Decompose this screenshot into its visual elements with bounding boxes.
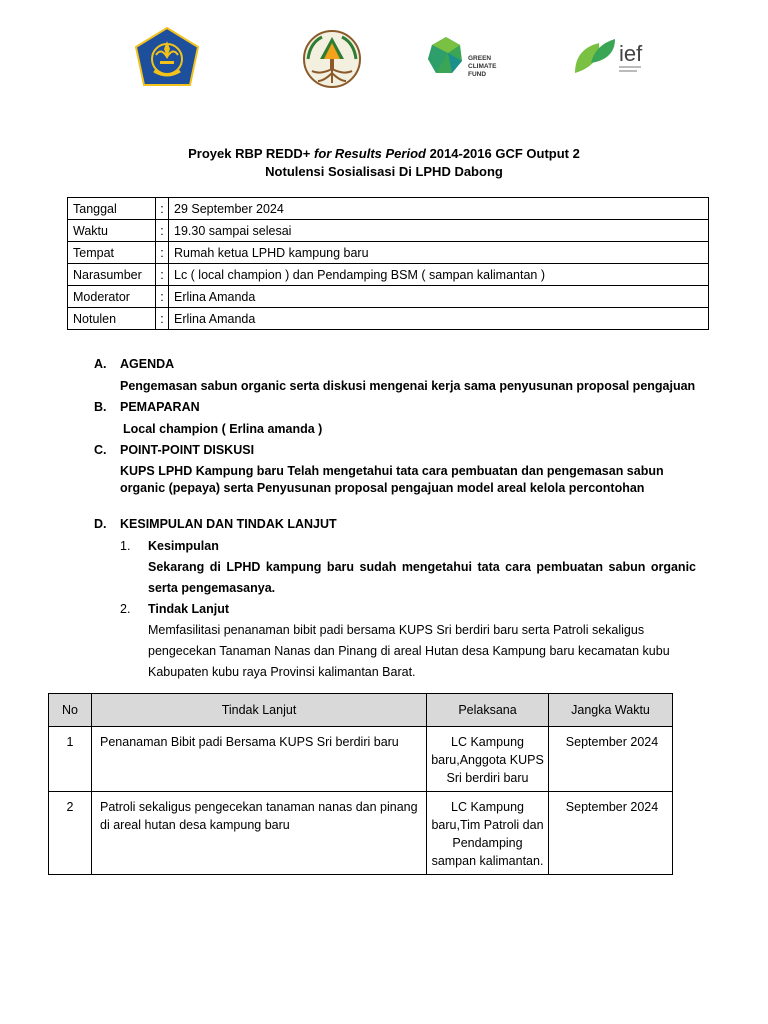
info-value: Erlina Amanda	[169, 308, 709, 330]
info-row	[68, 242, 709, 264]
cell-tindak-lanjut: Penanaman Bibit padi Bersama KUPS Sri berdiri baru	[92, 727, 427, 792]
info-key: Narasumber	[68, 264, 156, 286]
title-part-3: 2014-2016 GCF Output 2	[429, 146, 580, 161]
table-row	[49, 727, 673, 792]
info-colon: :	[156, 308, 169, 330]
info-value: 19.30 sampai selesai	[169, 220, 709, 242]
ief-logo	[573, 35, 653, 82]
ief-text: ief	[619, 41, 643, 66]
info-value: Rumah ketua LPHD kampung baru	[169, 242, 709, 264]
info-row	[68, 198, 709, 220]
document-title	[0, 146, 768, 161]
gcf-text-3: FUND	[468, 71, 487, 78]
info-colon: :	[156, 198, 169, 220]
section-a-body: Pengemasan sabun organic serta diskusi mengenai kerja sama penyusunan proposal pengajuan	[120, 379, 696, 393]
subsection-2-heading: Tindak Lanjut	[148, 602, 230, 616]
follow-up-table	[48, 693, 673, 875]
cell-jangka-waktu: September 2024	[549, 727, 673, 792]
subsection-1-number: 1.	[120, 539, 131, 553]
info-colon: :	[156, 264, 169, 286]
section-c-letter: C.	[94, 443, 107, 457]
section-c-heading: POINT-POINT DISKUSI	[120, 443, 255, 457]
table-header-row	[49, 694, 673, 727]
subsection-1-heading: Kesimpulan	[148, 539, 219, 553]
info-value: Lc ( local champion ) dan Pendamping BSM ( sampan kalimantan )	[169, 264, 709, 286]
gcf-text-1: GREEN	[468, 55, 492, 62]
kemenkeu-logo	[134, 27, 200, 92]
cell-tindak-lanjut: Patroli sekaligus pengecekan tanaman nanas dan pinang di areal hutan desa kampung baru	[92, 792, 427, 875]
info-key: Notulen	[68, 308, 156, 330]
info-row	[68, 308, 709, 330]
info-key: Waktu	[68, 220, 156, 242]
header-pelaksana: Pelaksana	[427, 694, 549, 727]
info-value: Erlina Amanda	[169, 286, 709, 308]
info-colon: :	[156, 286, 169, 308]
subsection-2-body: Memfasilitasi penanaman bibit padi bersama KUPS Sri berdiri baru serta Patroli sekaligus pengecekan Tanaman Nanas dan Pinang di areal Hutan desa Kampung baru kecamatan kubu Kabupaten kubu raya Provinsi kalimantan Barat.	[148, 623, 670, 679]
info-row	[68, 220, 709, 242]
gcf-text-2: CLIMATE	[468, 63, 497, 70]
subsection-2-number: 2.	[120, 602, 131, 616]
cell-pelaksana: LC Kampung baru,Tim Patroli dan Pendamping sampan kalimantan.	[427, 792, 549, 875]
info-row	[68, 264, 709, 286]
section-a-heading: AGENDA	[120, 357, 175, 371]
section-b-body: Local champion ( Erlina amanda )	[123, 422, 323, 436]
title-part-2: for Results Period	[313, 146, 426, 161]
info-colon: :	[156, 220, 169, 242]
section-d-heading: KESIMPULAN DAN TINDAK LANJUT	[120, 517, 337, 531]
info-key: Moderator	[68, 286, 156, 308]
document-subtitle: Notulensi Sosialisasi Di LPHD Dabong	[265, 164, 503, 179]
info-row	[68, 286, 709, 308]
section-a-letter: A.	[94, 357, 107, 371]
section-d-letter: D.	[94, 517, 107, 531]
info-colon: :	[156, 242, 169, 264]
green-climate-fund-logo	[428, 35, 508, 84]
info-key: Tempat	[68, 242, 156, 264]
title-part-1: Proyek RBP REDD+	[188, 146, 311, 161]
subsection-1-body: Sekarang di LPHD kampung baru sudah mengetahui tata cara pembuatan sabun organic serta pengemasanya.	[148, 560, 696, 595]
section-b-heading: PEMAPARAN	[120, 400, 200, 414]
info-key: Tanggal	[68, 198, 156, 220]
cell-no: 2	[49, 792, 92, 875]
table-row	[49, 792, 673, 875]
logo-bar	[0, 25, 768, 95]
section-b-letter: B.	[94, 400, 107, 414]
cell-no: 1	[49, 727, 92, 792]
cell-pelaksana: LC Kampung baru,Anggota KUPS Sri berdiri baru	[427, 727, 549, 792]
meeting-info-table	[67, 197, 709, 330]
section-c-body: KUPS LPHD Kampung baru Telah mengetahui tata cara pembuatan dan pengemasan sabun organic (pepaya) serta Penyusunan proposal pengajuan model areal kelola percontohan	[120, 464, 664, 495]
header-tindak-lanjut: Tindak Lanjut	[92, 694, 427, 727]
cell-jangka-waktu: September 2024	[549, 792, 673, 875]
klhk-logo	[300, 29, 364, 92]
info-value: 29 September 2024	[169, 198, 709, 220]
header-jangka-waktu: Jangka Waktu	[549, 694, 673, 727]
header-no: No	[49, 694, 92, 727]
